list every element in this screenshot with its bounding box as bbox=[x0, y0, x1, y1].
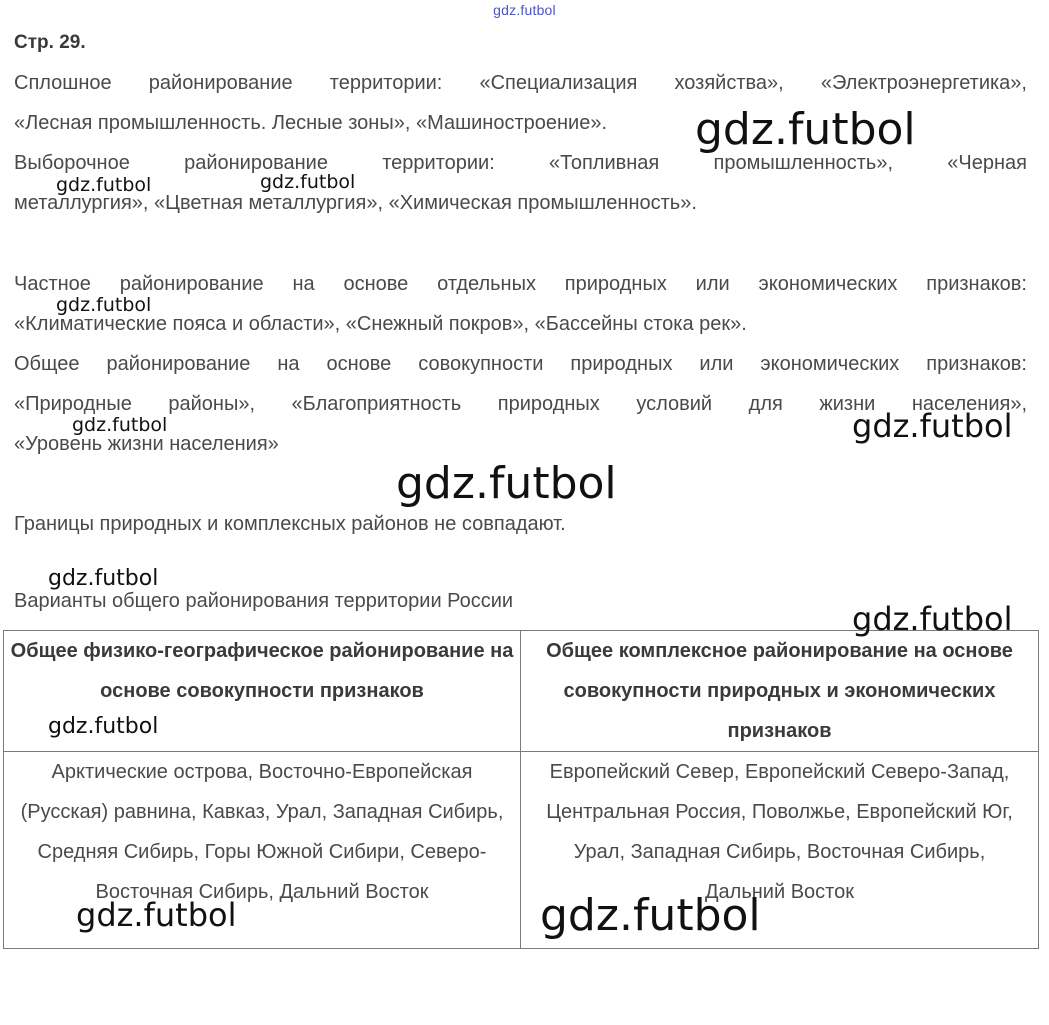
watermark: gdz.futbol bbox=[72, 414, 168, 436]
paragraph-line: «Природные районы», «Благоприятность природных условий для жизни населения», bbox=[14, 393, 1027, 415]
paragraph-line: «Лесная промышленность. Лесные зоны», «Машиностроение». bbox=[14, 112, 608, 134]
table-cell-physical-regions: Арктические острова, Восточно-Европейская (Русская) равнина, Кавказ, Урал, Западная Сибирь, Средняя Сибирь, Горы Южной Сибири, Северо-Восточная Сибирь, Дальний Восток bbox=[4, 752, 521, 949]
table-header-physical: Общее физико-географическое районирование на основе совокупности признаков bbox=[4, 631, 521, 752]
paragraph-selective-zoning bbox=[14, 143, 1027, 223]
watermark: gdz.futbol bbox=[852, 600, 1013, 638]
paragraph-general-zoning bbox=[14, 344, 1027, 464]
paragraph-line: Общее районирование на основе совокупности природных или экономических признаков: bbox=[14, 353, 1027, 375]
paragraph-line: металлургия», «Цветная металлургия», «Химическая промышленность». bbox=[14, 192, 697, 214]
paragraph-line: «Уровень жизни населения» bbox=[14, 433, 279, 455]
watermark: gdz.futbol bbox=[48, 714, 159, 739]
watermark: gdz.futbol bbox=[695, 104, 916, 155]
watermark: gdz.futbol bbox=[540, 890, 761, 941]
watermark: gdz.futbol bbox=[56, 294, 152, 316]
table-header-row bbox=[4, 631, 1039, 752]
watermark: gdz.futbol bbox=[260, 171, 356, 193]
page-number: Стр. 29. bbox=[14, 32, 86, 53]
watermark: gdz.futbol bbox=[48, 566, 159, 591]
table-header-complex: Общее комплексное районирование на основе совокупности природных и экономических признаков bbox=[521, 631, 1039, 752]
paragraph-partial-zoning bbox=[14, 264, 1027, 344]
table-caption: Варианты общего районирования территории России bbox=[14, 590, 514, 612]
watermark: gdz.futbol bbox=[56, 174, 152, 196]
paragraph-boundaries bbox=[14, 504, 1027, 544]
paragraph-line: Сплошное районирование территории: «Специализация хозяйства», «Электроэнергетика», bbox=[14, 72, 1027, 94]
site-watermark-top: gdz.futbol bbox=[493, 2, 556, 18]
watermark: gdz.futbol bbox=[852, 407, 1013, 445]
paragraph-line: Выборочное районирование территории: «Топливная промышленность», «Черная bbox=[14, 152, 1027, 174]
watermark: gdz.futbol bbox=[76, 896, 237, 934]
paragraph-line: Частное районирование на основе отдельных природных или экономических признаков: bbox=[14, 273, 1027, 295]
paragraph-line: Границы природных и комплексных районов не совпадают. bbox=[14, 513, 566, 535]
paragraph-line: «Климатические пояса и области», «Снежный покров», «Бассейны стока рек». bbox=[14, 313, 747, 335]
table-cell-complex-regions: Европейский Север, Европейский Северо-Запад, Центральная Россия, Поволжье, Европейский Юг, Урал, Западная Сибирь, Восточная Сибирь, Дальний Восток bbox=[521, 752, 1039, 949]
watermark: gdz.futbol bbox=[396, 458, 617, 509]
